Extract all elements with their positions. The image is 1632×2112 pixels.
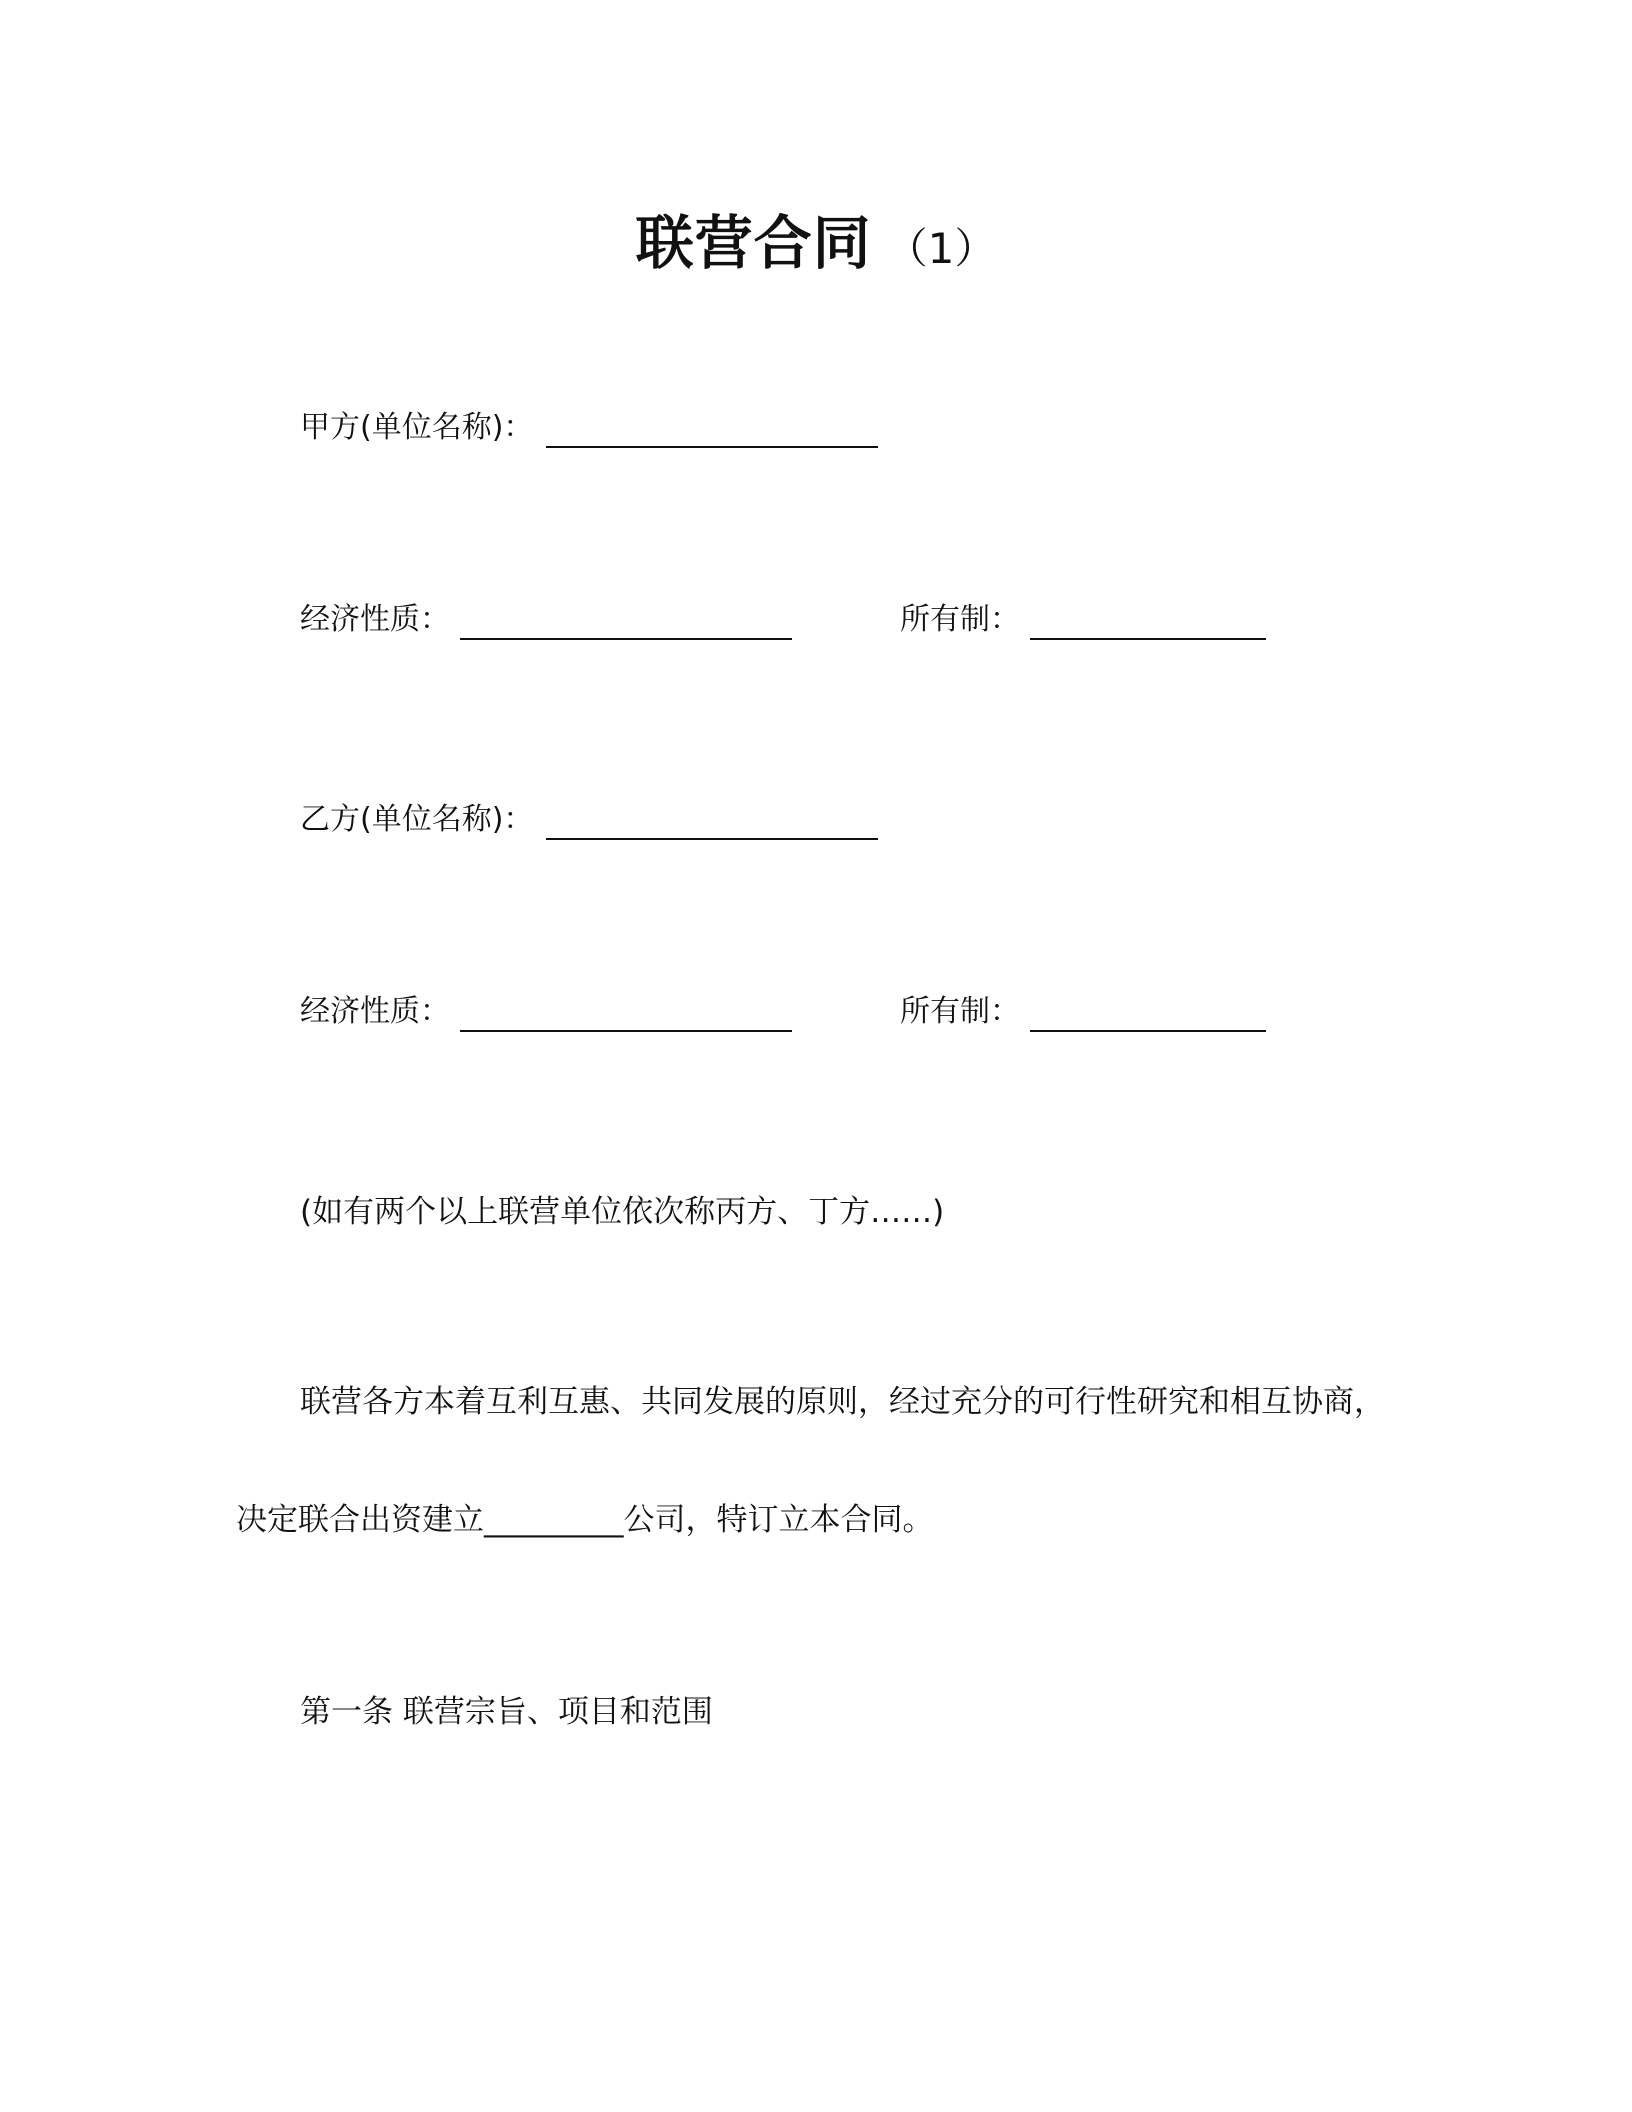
party-a-economic-label: 经济性质： — [300, 602, 450, 637]
title-text: 联营合同 — [635, 209, 872, 277]
intro-line-2: 决定联合出资建立_________公司，特订立本合同。 — [236, 1502, 934, 1538]
party-b-economic-blank — [460, 1030, 792, 1032]
party-a-economic-blank — [460, 638, 792, 640]
party-b-label: 乙方(单位名称)： — [300, 802, 534, 837]
party-b-ownership-label: 所有制： — [900, 994, 1020, 1029]
party-b-name-blank — [546, 838, 878, 840]
party-a-name-blank — [546, 446, 878, 448]
additional-parties-note: (如有两个以上联营单位依次称丙方、丁方……) — [300, 1194, 945, 1230]
party-a-ownership-label: 所有制： — [900, 602, 1020, 637]
intro-line-1: 联营各方本着互利互惠、共同发展的原则，经过充分的可行性研究和相互协商， — [300, 1384, 1385, 1420]
party-a-ownership-blank — [1030, 638, 1266, 640]
party-b-ownership-blank — [1030, 1030, 1266, 1032]
party-b-economic-label: 经济性质： — [300, 994, 450, 1029]
party-a-label: 甲方(单位名称)： — [300, 410, 534, 445]
document-title — [0, 196, 1632, 280]
article-1-heading: 第一条 联营宗旨、项目和范围 — [300, 1694, 713, 1730]
title-number: （1） — [885, 224, 997, 273]
